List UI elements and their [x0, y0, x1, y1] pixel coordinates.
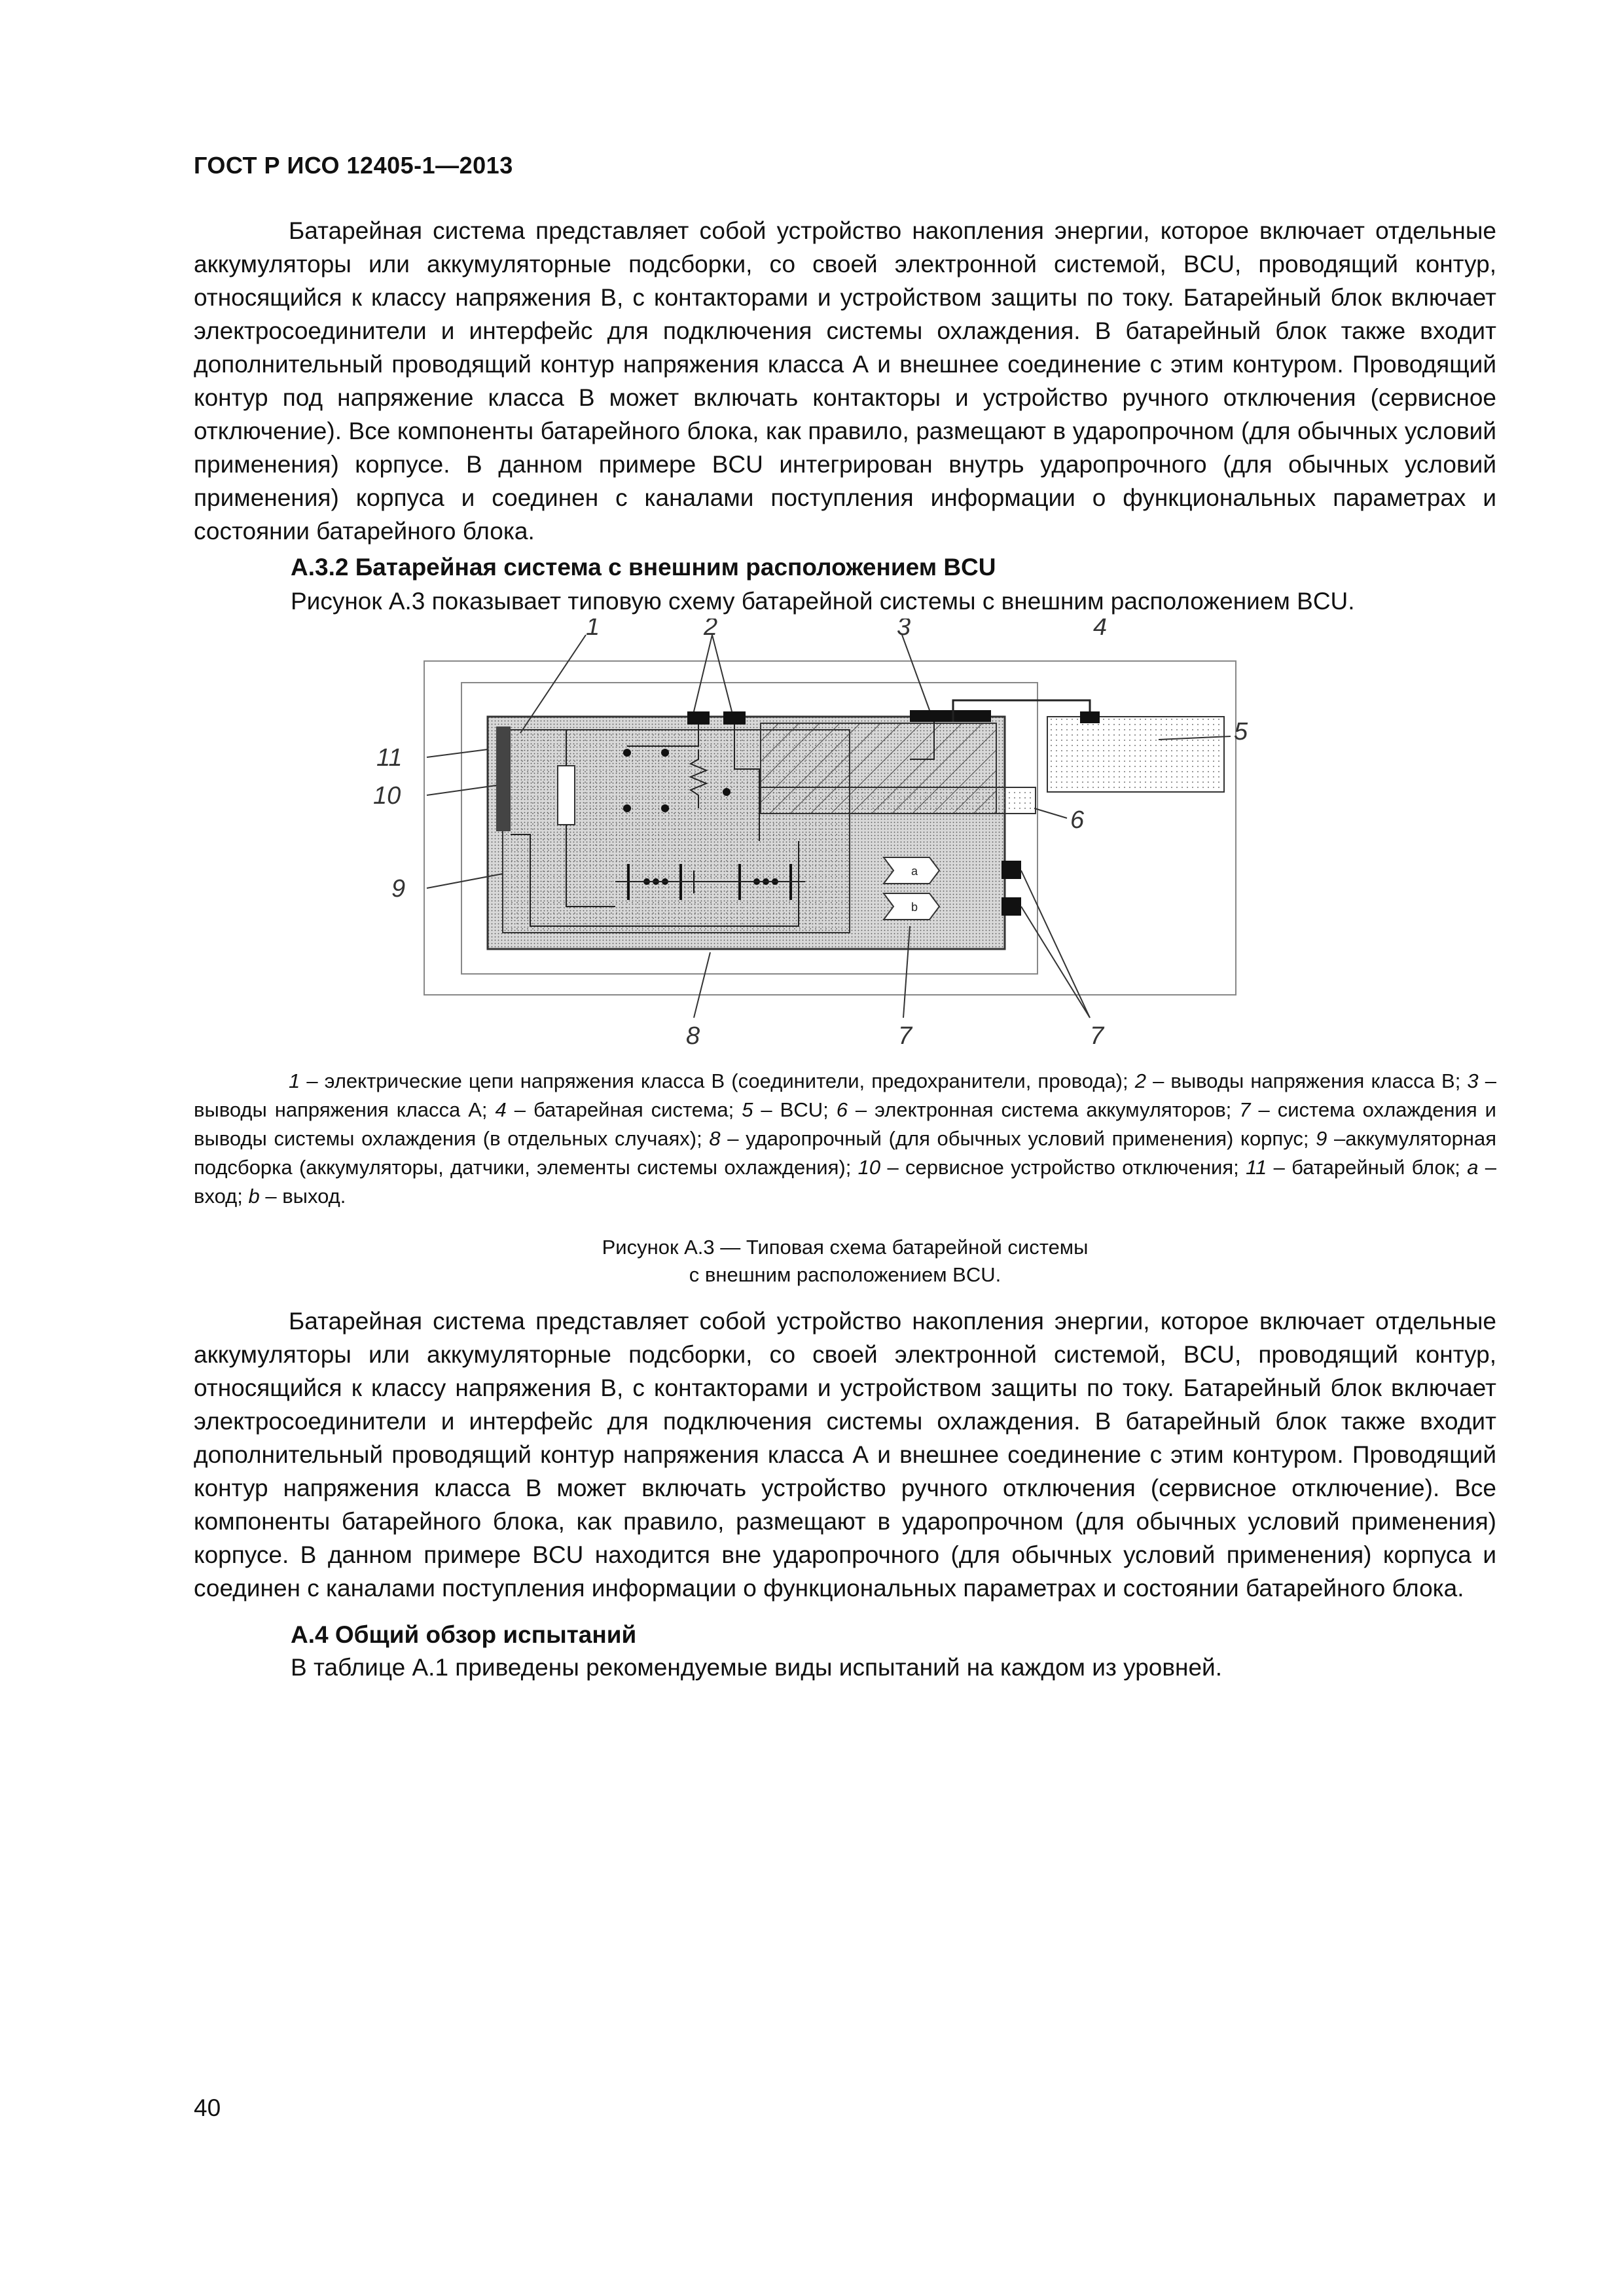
legend-item-key: 4 — [495, 1098, 507, 1121]
port-b-label: b — [911, 901, 918, 914]
callout-3: 3 — [897, 619, 911, 641]
paragraph-text: Батарейная система представляет собой устройство накопления энергии, которое включает отдельные аккумуляторы или аккумуляторные подсборки, со своей электронной системой, BCU, проводящий контур, относящийся к классу напряжения B, с контакторами и устройством защиты по току. Батарейный блок включает электросоединители и интерфейс для подключения системы охлаждения. В батарейный блок также входит дополнительный проводящий контур напряжения класса А и внешнее соединение с этим контуром. Проводящий контур напряжения класса B может включать устройство ручного отключения (сервисное отключение). Все компоненты батарейного блока, как правило, размещают в ударопрочном (для обычных условий применения) корпусе. В данном примере BCU находится вне ударопрочного (для обычных условий применения) корпуса и соединен с каналами поступления информации о функциональных параметрах и состоянии батарейного блока. — [194, 1308, 1496, 1602]
legend-item-text: – выход. — [259, 1185, 346, 1208]
legend-item-text: – ударопрочный (для обычных условий применения) корпус; — [720, 1127, 1316, 1150]
legend-item-key: 5 — [742, 1098, 753, 1121]
cooling-terminal-b — [1001, 897, 1021, 916]
contactor-point-4 — [661, 804, 669, 812]
callout-8: 8 — [686, 1022, 700, 1050]
callout-7-left: 7 — [898, 1022, 912, 1050]
legend-item-key: 10 — [857, 1156, 881, 1179]
contactor-point-1 — [623, 749, 631, 757]
legend-item-key: 9 — [1316, 1127, 1327, 1150]
legend-item-key: 11 — [1246, 1156, 1267, 1179]
section-heading-a4: А.4 Общий обзор испытаний — [291, 1621, 637, 1648]
legend-item-key: 8 — [709, 1127, 721, 1150]
callout-9: 9 — [391, 875, 406, 903]
legend-item-key: 3 — [1467, 1069, 1479, 1092]
cooling-terminal-a — [1001, 861, 1021, 879]
page-number: 40 — [194, 2094, 221, 2121]
callout-4: 4 — [1093, 619, 1108, 641]
port-a-label: a — [911, 865, 918, 878]
legend-item-key: 2 — [1134, 1069, 1146, 1092]
legend-item-text: – батарейная система; — [506, 1098, 742, 1121]
callout-10: 10 — [373, 782, 401, 810]
fuse-symbol — [558, 766, 575, 825]
legend-item-text: – BCU; — [753, 1098, 837, 1121]
body-paragraph-1 — [194, 214, 1496, 548]
callout-1: 1 — [586, 619, 600, 641]
bcu-box — [1047, 717, 1224, 792]
legend-item-text: – выводы напряжения класса А; — [194, 1069, 1497, 1121]
paragraph-text: Батарейная система представляет собой устройство накопления энергии, которое включает отдельные аккумуляторы или аккумуляторные подсборки, со своей электронной системой, BCU, проводящий контур, относящийся к классу напряжения B, с контакторами и устройством защиты по току. Батарейный блок включает электросоединители и интерфейс для подключения системы охлаждения. В батарейный блок также входит дополнительный проводящий контур напряжения класса А и внешнее соединение с этим контуром. Проводящий контур под напряжение класса B может включать контакторы и устройство ручного отключения (сервисное отключение). Все компоненты батарейного блока, как правило, размещают в ударопрочном (для обычных условий применения) корпусе. В данном примере BCU интегрирован внутрь ударопрочного (для обычных условий применения) корпуса и соединен с каналами поступления информации о функциональных параметрах и состоянии батарейного блока. — [194, 217, 1496, 545]
legend-item-text: – сервисное устройство отключения; — [880, 1156, 1246, 1179]
legend-item-text: – выводы напряжения класса B; — [1146, 1069, 1468, 1092]
callout-7-right: 7 — [1090, 1022, 1104, 1050]
bcu-terminal — [1080, 711, 1100, 723]
contactor-point-5 — [723, 788, 731, 796]
diagram-svg — [353, 619, 1296, 1077]
electronics-band — [761, 787, 1036, 814]
document-header: ГОСТ Р ИСО 12405-1—2013 — [194, 152, 513, 179]
legend-item-key: 7 — [1239, 1098, 1251, 1121]
legend-item-text: – электрические цепи напряжения класса B (соединители, предохранители, провода); — [300, 1069, 1135, 1092]
contactor-point-2 — [661, 749, 669, 757]
class-b-terminal-2 — [723, 711, 746, 725]
figure-legend — [194, 1067, 1496, 1211]
callout-11: 11 — [376, 744, 403, 772]
body-paragraph-2 — [194, 1304, 1496, 1605]
section-heading-a32: А.3.2 Батарейная система с внешним расположением BCU — [291, 554, 996, 581]
figure-intro-text: Рисунок А.3 показывает типовую схему батарейной системы с внешним расположением BCU. — [291, 588, 1355, 615]
caption-line-2: с внешним расположением BCU. — [689, 1263, 1001, 1286]
legend-item-key: b — [248, 1185, 260, 1208]
figure-caption — [194, 1234, 1496, 1289]
legend-item-key: a — [1467, 1156, 1479, 1179]
caption-line-1: Рисунок А.3 — Типовая схема батарейной системы — [602, 1236, 1089, 1259]
legend-item-text: –аккумуляторная подсборка (аккумуляторы, датчики, элементы системы охлаждения); — [194, 1127, 1496, 1179]
battery-system-diagram — [353, 619, 1296, 1077]
callout-2: 2 — [704, 619, 718, 641]
legend-text — [194, 1067, 1496, 1211]
legend-item-text: – батарейный блок; — [1267, 1156, 1468, 1179]
legend-item-key: 1 — [289, 1069, 300, 1092]
callout-6: 6 — [1070, 806, 1085, 834]
contactor-point-3 — [623, 804, 631, 812]
class-a-terminal — [910, 710, 991, 722]
legend-item-key: 6 — [836, 1098, 848, 1121]
legend-item-text: – электронная система аккумуляторов; — [847, 1098, 1240, 1121]
legend-item-text: – вход; — [194, 1156, 1497, 1208]
table-reference-text: В таблице А.1 приведены рекомендуемые виды испытаний на каждом из уровней. — [291, 1654, 1223, 1681]
legend-item-text: – система охлаждения и выводы системы охлаждения (в отдельных случаях); — [194, 1098, 1496, 1150]
service-disconnect — [496, 726, 511, 831]
class-b-terminal-1 — [687, 711, 710, 725]
callout-5: 5 — [1234, 718, 1248, 745]
